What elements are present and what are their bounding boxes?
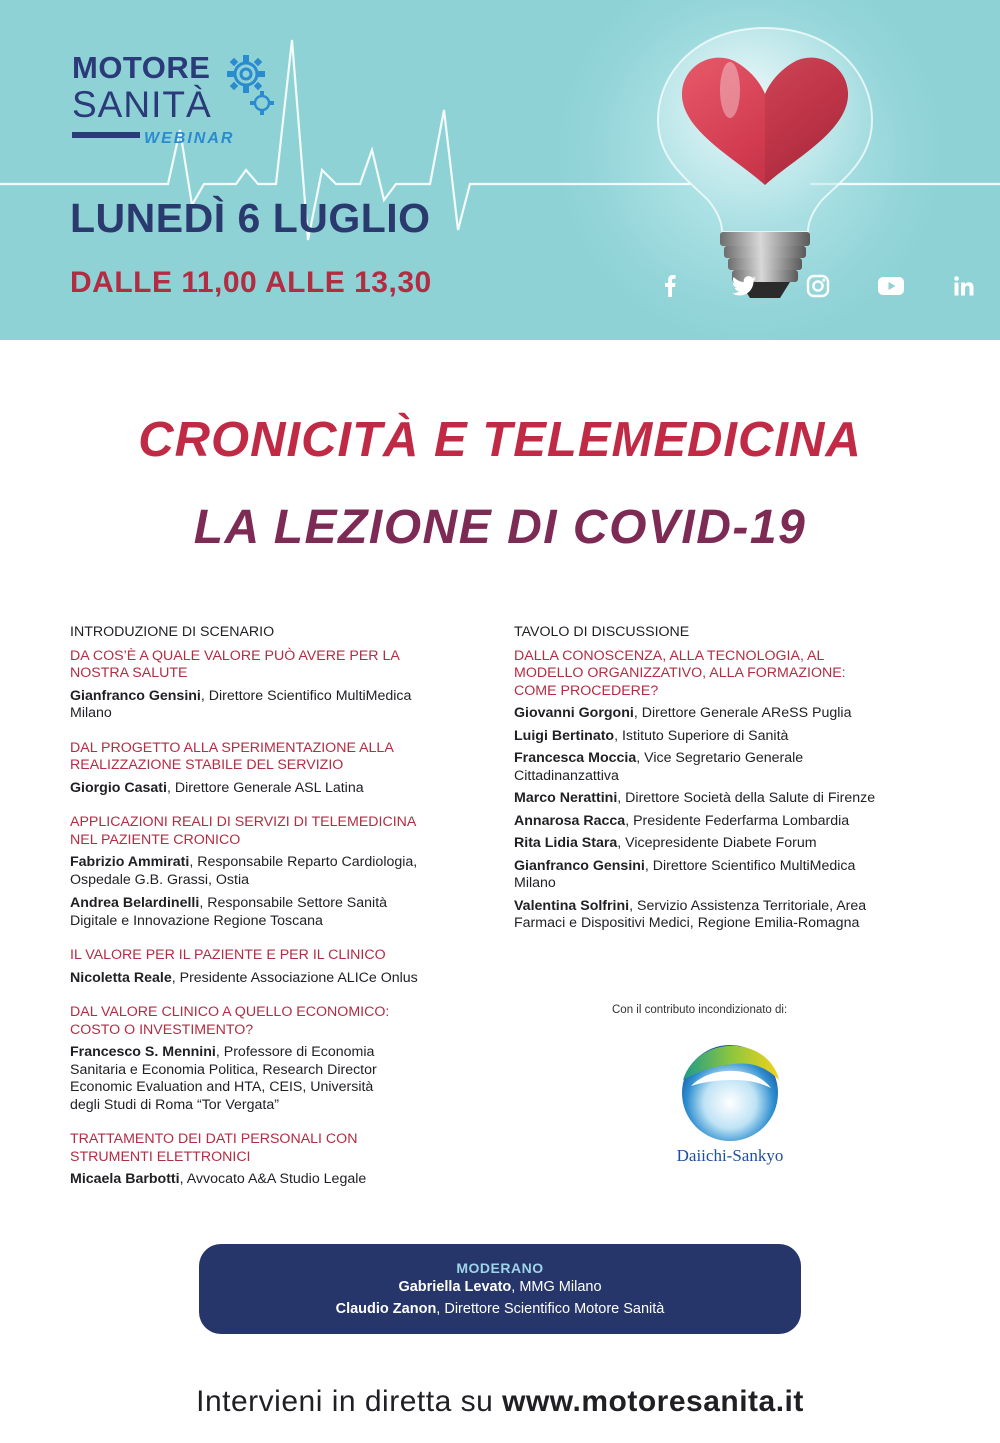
event-time: DALLE 11,00 ALLE 13,30 xyxy=(70,266,432,299)
speaker-entry: Giovanni Gorgoni, Direttore Generale AReSS Puglia xyxy=(514,705,852,721)
sponsor-label: Con il contributo incondizionato di: xyxy=(612,1004,788,1016)
moderator-entry: Claudio Zanon, Direttore Scientifico Motore Sanità xyxy=(335,1301,665,1317)
program-right-column xyxy=(514,624,944,935)
topic-title: APPLICAZIONI REALI DI SERVIZI DI TELEMEDICINA NEL PAZIENTE CRONICO xyxy=(70,814,417,848)
instagram-icon[interactable] xyxy=(804,272,832,300)
small-gear-icon xyxy=(249,90,275,116)
moderator-name: Claudio Zanon xyxy=(335,1301,437,1317)
sponsor-emblem-icon xyxy=(655,1040,805,1144)
footer-text: Intervieni in diretta su xyxy=(196,1385,503,1418)
speaker-entry: Fabrizio Ammirati, Responsabile Reparto Cardiologia, Ospedale G.B. Grassi, Ostia xyxy=(70,854,418,888)
speaker-name: Giovanni Gorgoni xyxy=(514,705,634,721)
speaker-entry: Rita Lidia Stara, Vicepresidente Diabete Forum xyxy=(514,835,817,851)
speaker-entry: Giorgio Casati, Direttore Generale ASL Latina xyxy=(70,779,364,796)
lightbulb-heart-illustration xyxy=(640,20,890,310)
topic-title: DA COS’È A QUALE VALORE PUÒ AVERE PER LA NOSTRA SALUTE xyxy=(70,647,400,681)
motore-sanita-logo xyxy=(72,50,282,160)
topic-title: DAL VALORE CLINICO A QUELLO ECONOMICO: COSTO O INVESTIMENTO? xyxy=(70,1004,390,1038)
speaker-name: Luigi Bertinato xyxy=(514,727,615,744)
speaker-entry: Gianfranco Gensini, Direttore Scientifico MultiMedica Milano xyxy=(70,687,412,721)
topic-title: DAL PROGETTO ALLA SPERIMENTAZIONE ALLA REALIZZAZIONE STABILE DEL SERVIZIO xyxy=(70,739,394,773)
speaker-entry: Micaela Barbotti, Avvocato A&A Studio Legale xyxy=(70,1171,367,1187)
facebook-icon[interactable] xyxy=(656,272,684,300)
header-banner xyxy=(0,0,1000,340)
sponsor-name: Daiichi-Sankyo xyxy=(676,1146,784,1165)
program-left-column xyxy=(70,624,490,1191)
moderators-title: MODERANO xyxy=(456,1260,544,1276)
logo-line-motore: MOTORE xyxy=(72,50,211,85)
moderator-name: Gabriella Levato xyxy=(398,1279,512,1295)
topic-title: TRATTAMENTO DEI DATI PERSONALI CON STRUMENTI ELETTRONICI xyxy=(70,1131,358,1165)
daiichi-sankyo-logo xyxy=(655,1040,805,1170)
speaker-entry: Gianfranco Gensini, Direttore Scientifico MultiMedica Milano xyxy=(514,857,856,891)
speaker-entry: Annarosa Racca, Presidente Federfarma Lombardia xyxy=(514,812,850,829)
speaker-name: Fabrizio Ammirati xyxy=(70,854,190,870)
speaker-entry: Francesco S. Mennini, Professore di Economia Sanitaria e Economia Politica, Research Director Economic Evaluation and HTA, CEIS, Università degli Studi di Roma “Tor Vergata” xyxy=(70,1044,377,1113)
section-heading: TAVOLO DI DISCUSSIONE xyxy=(514,624,690,640)
speaker-entry: Valentina Solfrini, Servizio Assistenza Territoriale, Area Farmaci e Dispositivi Medici, Regione Emilia-Romagna xyxy=(514,897,867,931)
speaker-entry: Francesca Moccia, Vice Segretario Generale Cittadinanzattiva xyxy=(514,750,804,784)
footer-cta xyxy=(0,1385,1000,1419)
subtitle: LA LEZIONE DI COVID-19 xyxy=(193,501,807,554)
logo-line-sanita: SANITÀ xyxy=(72,84,212,125)
section-heading: INTRODUZIONE DI SCENARIO xyxy=(70,624,275,640)
speaker-name: Gianfranco Gensini xyxy=(70,687,201,704)
moderators-box xyxy=(199,1244,801,1334)
linkedin-icon[interactable] xyxy=(950,272,978,300)
main-title: CRONICITÀ E TELEMEDICINA xyxy=(138,413,862,467)
speaker-name: Andrea Belardinelli xyxy=(70,895,200,911)
event-date: LUNEDÌ 6 LUGLIO xyxy=(70,195,431,241)
topic-title: IL VALORE PER IL PAZIENTE E PER IL CLINICO xyxy=(70,947,386,963)
speaker-entry: Andrea Belardinelli, Responsabile Settore Sanità Digitale e Innovazione Regione Toscana xyxy=(70,895,388,929)
speaker-name: Micaela Barbotti xyxy=(70,1171,180,1187)
speaker-name: Annarosa Racca xyxy=(514,812,626,829)
youtube-icon[interactable] xyxy=(877,272,905,300)
logo-bar xyxy=(72,132,140,138)
speaker-name: Francesco S. Mennini xyxy=(70,1044,216,1060)
moderator-entry: Gabriella Levato, MMG Milano xyxy=(398,1279,602,1295)
twitter-icon[interactable] xyxy=(730,272,758,300)
speaker-entry: Luigi Bertinato, Istituto Superiore di Sanità xyxy=(514,727,789,744)
speaker-name: Marco Nerattini xyxy=(514,790,618,806)
speaker-name: Giorgio Casati xyxy=(70,779,167,796)
speaker-entry: Marco Nerattini, Direttore Società della Salute di Firenze xyxy=(514,790,876,806)
speaker-name: Nicoletta Reale xyxy=(70,969,172,986)
logo-line-webinar: WEBINAR xyxy=(144,130,235,147)
speaker-entry: Nicoletta Reale, Presidente Associazione ALICe Onlus xyxy=(70,969,418,986)
speaker-name: Gianfranco Gensini xyxy=(514,857,645,874)
speaker-name: Valentina Solfrini xyxy=(514,897,630,914)
website-link[interactable]: www.motoresanita.it xyxy=(502,1385,804,1418)
topic-title: DALLA CONOSCENZA, ALLA TECNOLOGIA, AL MODELLO ORGANIZZATIVO, ALLA FORMAZIONE: COME PROCEDERE? xyxy=(514,647,846,699)
speaker-name: Rita Lidia Stara xyxy=(514,835,618,851)
speaker-name: Francesca Moccia xyxy=(514,750,637,766)
